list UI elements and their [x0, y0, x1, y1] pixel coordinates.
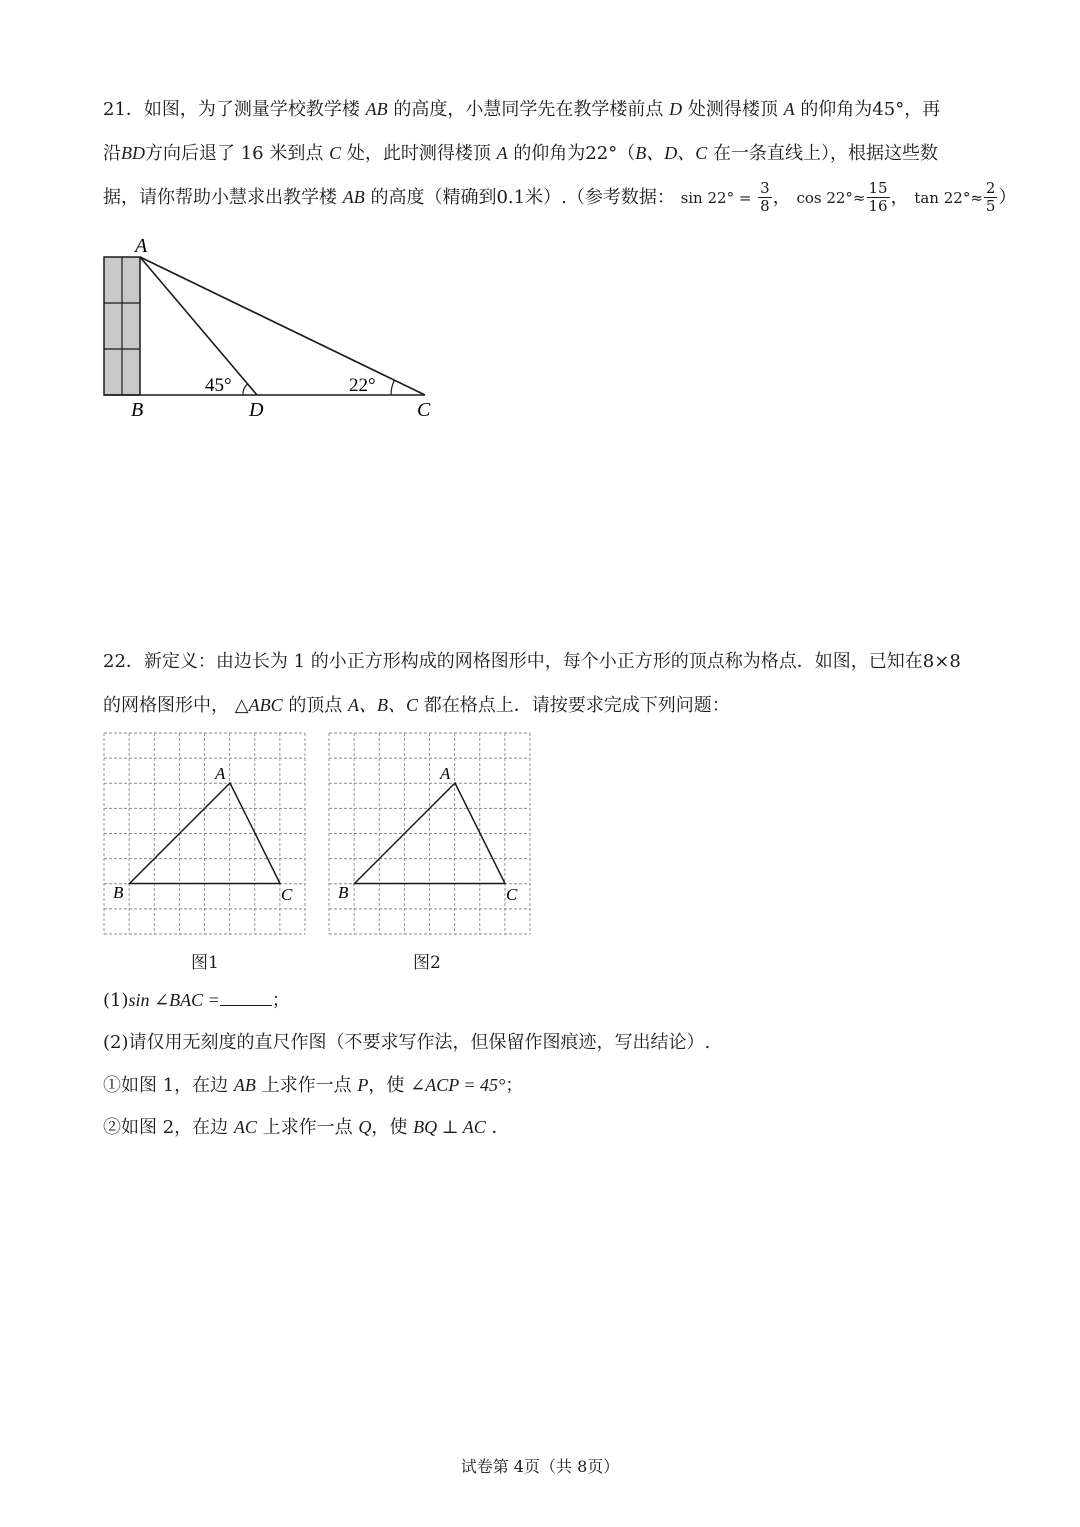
text-run: 的仰角为22°（	[513, 143, 636, 164]
text-run: 上求作一点	[262, 1117, 353, 1138]
q22-part-2	[103, 1034, 710, 1052]
text-run: 22．新定义：由边长为 1 的小正方形构成的网格图形中，每个小正方形的顶点称为格点．如图，已知在	[103, 651, 923, 672]
var-bdc: B、D、C	[635, 143, 708, 163]
text-run: 在一条直线上），根据这些数	[712, 143, 938, 164]
point-label-a: A	[215, 764, 226, 783]
var-p: P	[357, 1075, 369, 1095]
angle-arc-c	[391, 380, 394, 395]
figure-caption-1: 图1	[191, 953, 219, 973]
q22-line-2	[103, 696, 730, 715]
point-label-b: B	[113, 883, 124, 902]
fraction-numerator: 3	[760, 179, 770, 197]
fraction-numerator: 15	[868, 179, 888, 197]
q22-sub-1	[103, 1076, 523, 1095]
fraction-denominator: 16	[868, 197, 888, 216]
part-number: (1)	[103, 990, 129, 1011]
angle-expr: ∠ACP = 45°	[410, 1075, 506, 1095]
text-run: 的高度（精确到0.1米）.（参考数据：	[370, 186, 675, 208]
sin-expr: sin 22° =	[680, 188, 752, 207]
point-label-a: A	[135, 235, 148, 257]
text-run: 处，此时测得楼顶	[346, 143, 491, 164]
q22-part-1	[103, 991, 290, 1010]
text-run: 如图，为了测量学校教学楼	[143, 99, 360, 120]
point-label-c: C	[417, 399, 431, 421]
perpendicular-expr: BQ ⊥ AC	[413, 1117, 486, 1137]
var-c: C	[329, 143, 342, 163]
text-run: 的顶点	[288, 695, 343, 716]
grid-figure-2	[325, 730, 540, 940]
separator: ，	[890, 186, 909, 208]
q22-line-1	[103, 653, 961, 671]
grid-figure-1	[100, 730, 315, 940]
close-paren: ）	[998, 186, 1017, 208]
text-run: ②如图 2，在边	[103, 1117, 229, 1138]
cos-expr: cos 22°≈	[796, 188, 866, 207]
angle-label-22: 22°	[349, 375, 376, 396]
fraction-denominator: 8	[760, 197, 770, 216]
tan-expr: tan 22°≈	[914, 188, 983, 207]
var-d: D	[669, 99, 683, 119]
text-run: 上求作一点	[261, 1075, 352, 1096]
angle-arc-d	[243, 384, 248, 396]
point-label-b: B	[131, 399, 144, 421]
var-q: Q	[358, 1117, 372, 1137]
q21-figure	[95, 230, 455, 425]
fraction-denominator: 5	[985, 197, 996, 216]
q21-line-2	[103, 144, 938, 163]
text-run: (2)请仅用无刻度的直尺作图（不要求写作法，但保留作图痕迹，写出结论）.	[103, 1032, 711, 1053]
var-ac: AC	[233, 1117, 257, 1137]
separator: ．	[491, 1117, 510, 1138]
grid-lines	[104, 733, 305, 934]
text-run: ①如图 1，在边	[103, 1075, 229, 1096]
text-run: 的网格图形中，	[103, 695, 229, 716]
sin-expr: sin ∠BAC =	[128, 990, 220, 1010]
fraction-numerator: 2	[985, 179, 996, 197]
text-run: 沿	[103, 143, 121, 164]
separator: ；	[505, 1075, 524, 1096]
var-ab: AB	[233, 1075, 256, 1095]
text-run: 方向后退了 16 米到点	[145, 143, 324, 164]
q21-line-1	[103, 100, 940, 119]
point-label-c: C	[506, 885, 518, 904]
page-footer: 试卷第 4页（共 8页）	[460, 1457, 620, 1476]
var-bd: BD	[121, 143, 145, 163]
vertices-abc: A、B、C	[348, 695, 419, 715]
triangle-abc: △ABC	[234, 695, 283, 715]
text-run: 据，请你帮助小慧求出教学楼	[103, 186, 337, 208]
angle-label-45: 45°	[205, 375, 232, 396]
text-run: 处测得楼顶	[687, 99, 778, 120]
line-ac	[140, 257, 425, 395]
q21-number: 21．	[103, 99, 144, 120]
var-ab: AB	[365, 99, 388, 119]
separator: ；	[271, 990, 290, 1011]
q21-line-3	[103, 180, 1016, 216]
point-label-b: B	[338, 883, 349, 902]
var-ab: AB	[342, 186, 365, 207]
figure-caption-2: 图2	[413, 953, 441, 973]
text-run: ，使	[368, 1075, 405, 1096]
text-run: 的仰角为45°，再	[800, 99, 941, 120]
grid-lines	[329, 733, 530, 934]
var-a: A	[783, 99, 795, 119]
point-label-d: D	[249, 399, 264, 421]
q22-sub-2	[103, 1118, 509, 1137]
text-run: 的高度，小慧同学先在教学楼前点	[393, 99, 664, 120]
cos-fraction	[867, 180, 890, 216]
answer-blank[interactable]	[220, 991, 272, 1006]
line-ad	[140, 257, 257, 395]
var-a: A	[496, 143, 508, 163]
point-label-c: C	[281, 885, 293, 904]
text-run: ，使	[371, 1117, 408, 1138]
point-label-a: A	[440, 764, 451, 783]
text-run: 都在格点上．请按要求完成下列问题：	[423, 695, 730, 716]
separator: ，	[772, 186, 791, 208]
sin-fraction	[758, 180, 772, 216]
grid-size: 8×8	[922, 651, 961, 672]
tan-fraction	[984, 180, 998, 216]
